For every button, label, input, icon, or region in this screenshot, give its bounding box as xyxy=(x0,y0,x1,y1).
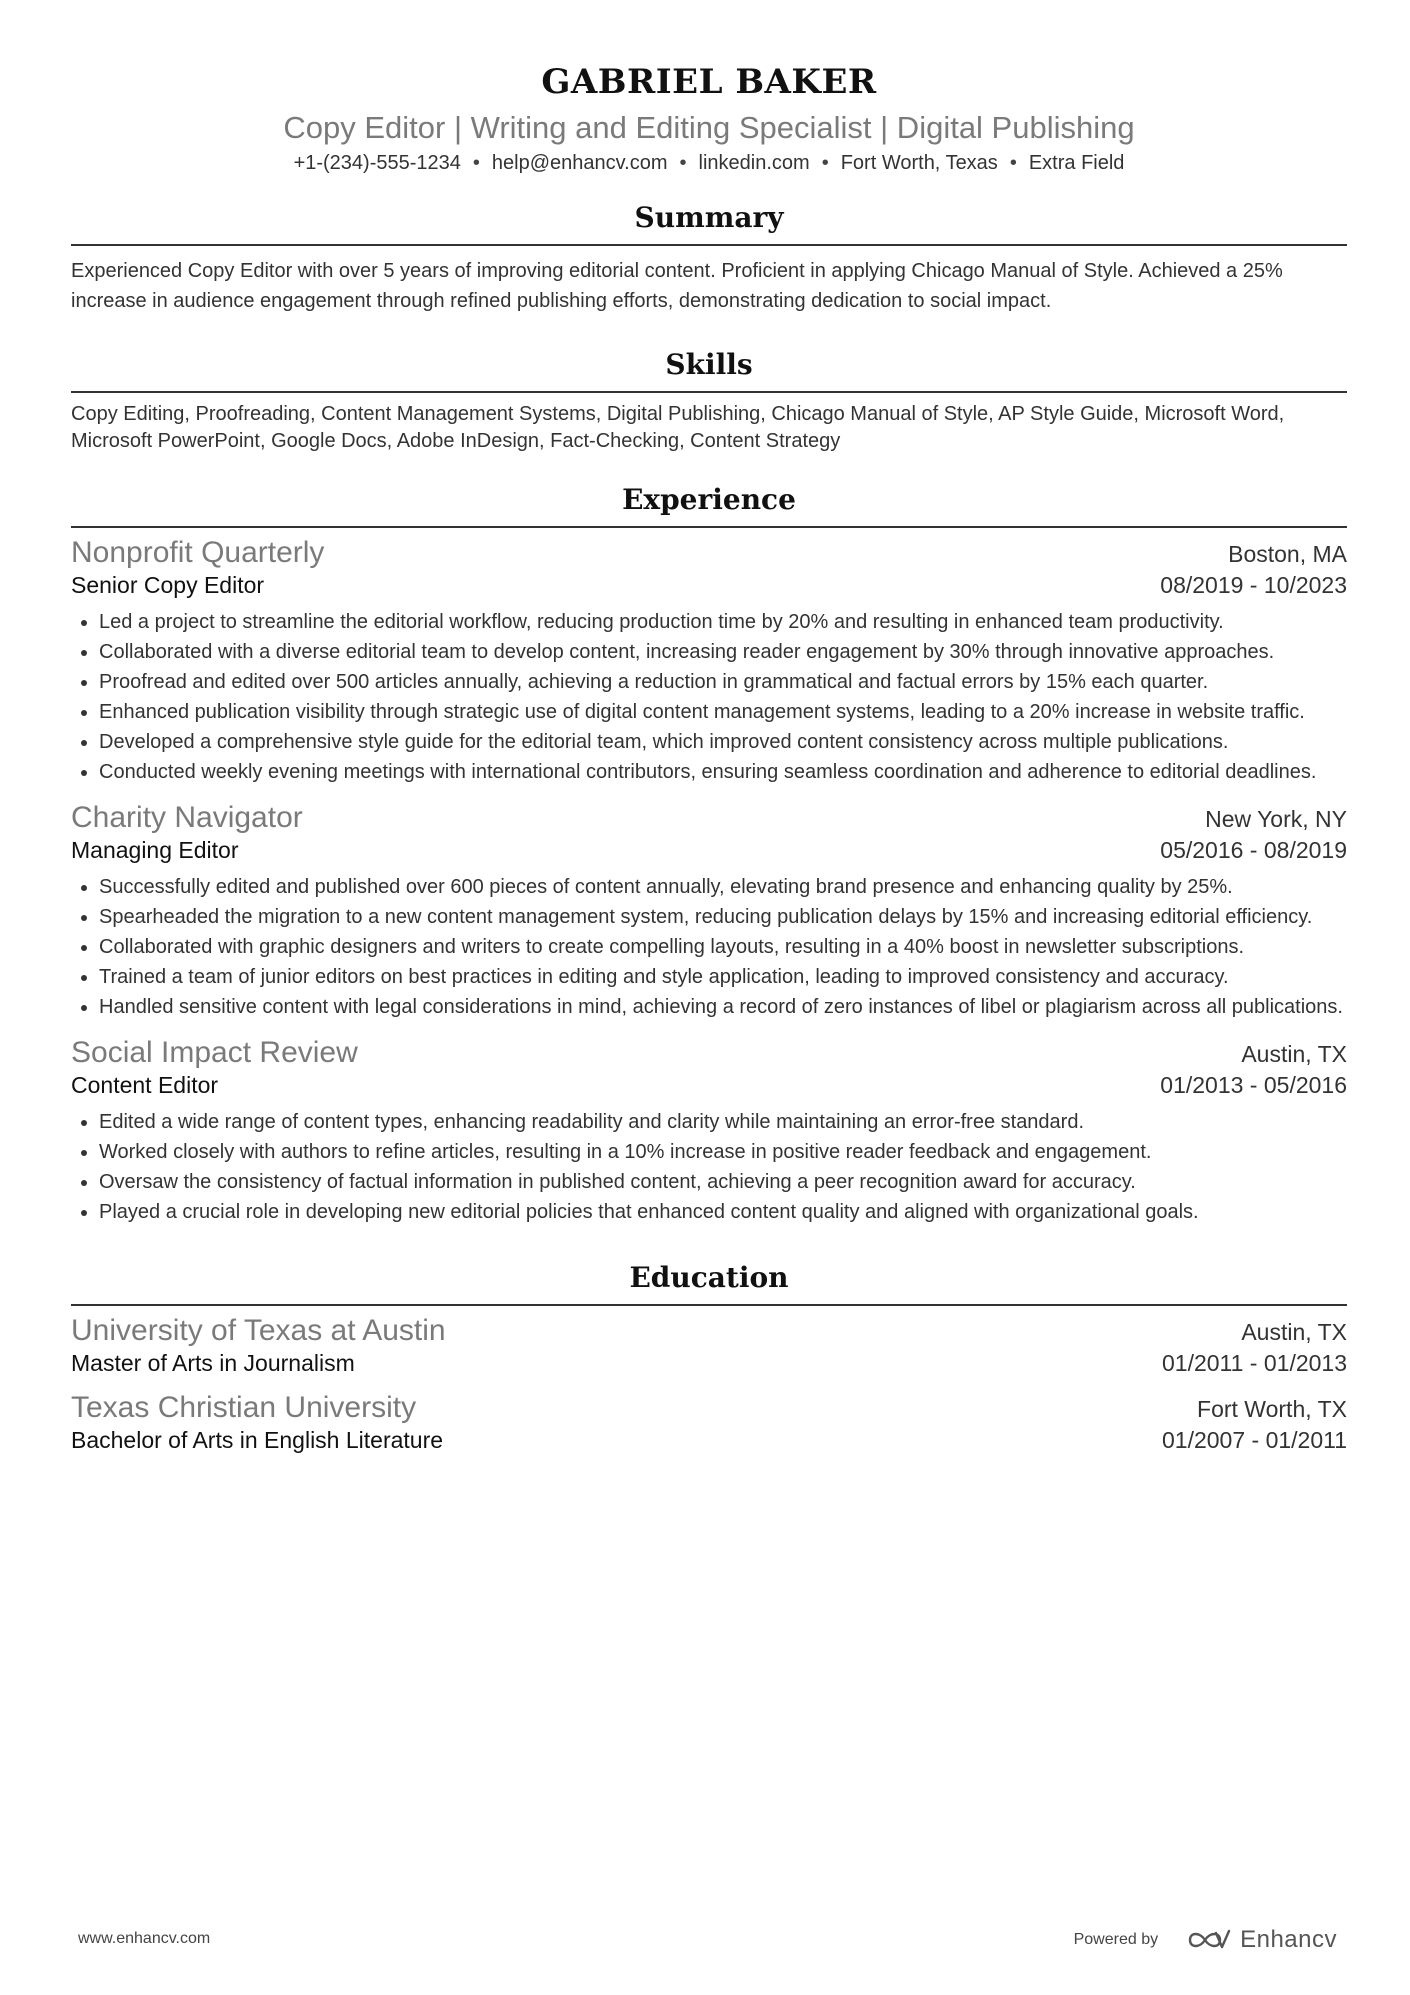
contact-line xyxy=(71,152,1347,175)
enhancv-logo-icon xyxy=(1186,1927,1232,1953)
contact-location: Fort Worth, Texas xyxy=(840,152,998,174)
bullet-item: • Trained a team of junior editors on best practices in editing and style application, leading to improved consistency and accuracy. xyxy=(99,962,1347,992)
education-school: Texas Christian University xyxy=(71,1391,417,1424)
section-heading-summary: Summary xyxy=(71,201,1347,246)
resume-page xyxy=(71,0,1347,1454)
powered-by-label: Powered by xyxy=(1073,1931,1159,1948)
education-location: Fort Worth, TX xyxy=(1197,1396,1347,1422)
bullet-item: • Successfully edited and published over 600 pieces of content annually, elevating brand presence and enhancing quality by 25%. xyxy=(99,872,1347,902)
education-degree: Master of Arts in Journalism xyxy=(71,1350,355,1376)
experience-organization: Social Impact Review xyxy=(71,1036,358,1069)
experience-entry xyxy=(71,801,1347,1022)
education-location: Austin, TX xyxy=(1241,1319,1347,1345)
experience-role: Senior Copy Editor xyxy=(71,572,265,598)
education-dates: 01/2007 - 01/2011 xyxy=(1161,1427,1347,1453)
experience-bullets xyxy=(71,872,1347,1022)
contact-separator: • xyxy=(1009,152,1017,174)
experience-org-row xyxy=(71,801,1347,835)
contact-separator: • xyxy=(472,152,480,174)
experience-location: New York, NY xyxy=(1205,806,1347,832)
experience-organization: Charity Navigator xyxy=(71,801,303,834)
experience-location: Boston, MA xyxy=(1228,541,1347,567)
bullet-item: • Handled sensitive content with legal considerations in mind, achieving a record of zero instances of libel or plagiarism across all publications. xyxy=(99,992,1347,1022)
enhancv-brand-link[interactable] xyxy=(1186,1926,1337,1954)
contact-linkedin[interactable]: linkedin.com xyxy=(698,152,810,174)
enhancv-brand-name: Enhancv xyxy=(1240,1926,1337,1953)
education-dates: 01/2011 - 01/2013 xyxy=(1161,1350,1347,1376)
contact-phone: +1-(234)-555-1234 xyxy=(293,152,461,174)
experience-entry xyxy=(71,536,1347,787)
experience-section xyxy=(71,483,1347,1227)
experience-location: Austin, TX xyxy=(1241,1041,1347,1067)
candidate-title: Copy Editor | Writing and Editing Specialist | Digital Publishing xyxy=(283,110,1135,145)
experience-role-row xyxy=(71,837,1347,864)
bullet-item: • Oversaw the consistency of factual information in published content, achieving a peer recognition award for accuracy. xyxy=(99,1167,1347,1197)
bullet-item: • Worked closely with authors to refine articles, resulting in a 10% increase in positive reader feedback and engagement. xyxy=(99,1137,1347,1167)
resume-header xyxy=(71,0,1347,175)
summary-section xyxy=(71,201,1347,316)
experience-bullets xyxy=(71,607,1347,787)
skills-section xyxy=(71,348,1347,455)
skills-text: Copy Editing, Proofreading, Content Management Systems, Digital Publishing, Chicago Manual of Style, AP Style Guide, Microsoft Word, Microsoft PowerPoint, Google Docs, Adobe InDesign, Fact-Checking, Content Strategy xyxy=(71,403,1285,452)
experience-role-row xyxy=(71,572,1347,599)
contact-email[interactable]: help@enhancv.com xyxy=(491,152,668,174)
bullet-item: • Led a project to streamline the editorial workflow, reducing production time by 20% and resulting in enhanced team productivity. xyxy=(99,607,1347,637)
experience-role-row xyxy=(71,1072,1347,1099)
section-heading-education: Education xyxy=(71,1261,1347,1306)
bullet-item: • Enhanced publication visibility through strategic use of digital content management systems, leading to a 20% increase in website traffic. xyxy=(99,697,1347,727)
bullet-item: • Proofread and edited over 500 articles annually, achieving a reduction in grammatical and factual errors by 15% each quarter. xyxy=(99,667,1347,697)
education-entry xyxy=(71,1391,1347,1454)
bullet-item: • Spearheaded the migration to a new content management system, reducing publication delays by 15% and increasing editorial efficiency. xyxy=(99,902,1347,932)
contact-separator: • xyxy=(821,152,829,174)
experience-bullets xyxy=(71,1107,1347,1227)
education-entry xyxy=(71,1314,1347,1377)
education-school: University of Texas at Austin xyxy=(71,1314,446,1347)
education-degree-row xyxy=(71,1350,1347,1377)
bullet-item: • Collaborated with a diverse editorial team to develop content, increasing reader engagement by 30% through innovative approaches. xyxy=(99,637,1347,667)
bullet-item: • Collaborated with graphic designers and writers to create compelling layouts, resulting in a 40% boost in newsletter subscriptions. xyxy=(99,932,1347,962)
experience-entry xyxy=(71,1036,1347,1227)
section-heading-experience: Experience xyxy=(71,483,1347,528)
experience-organization: Nonprofit Quarterly xyxy=(71,536,325,569)
candidate-name: GABRIEL BAKER xyxy=(541,62,877,102)
experience-dates: 01/2013 - 05/2016 xyxy=(1160,1072,1347,1098)
section-heading-skills: Skills xyxy=(71,348,1347,393)
bullet-item: • Conducted weekly evening meetings with international contributors, ensuring seamless coordination and adherence to editorial deadlines. xyxy=(99,757,1347,787)
education-degree-row xyxy=(71,1427,1347,1454)
education-degree: Bachelor of Arts in English Literature xyxy=(71,1427,444,1453)
footer-website-link[interactable]: www.enhancv.com xyxy=(78,1930,211,1947)
contact-extra-field: Extra Field xyxy=(1028,152,1125,174)
footer-branding xyxy=(1074,1926,1337,1954)
contact-separator: • xyxy=(679,152,687,174)
experience-org-row xyxy=(71,1036,1347,1070)
experience-role: Content Editor xyxy=(71,1072,219,1098)
experience-dates: 05/2016 - 08/2019 xyxy=(1160,837,1347,863)
bullet-item: • Edited a wide range of content types, enhancing readability and clarity while maintaining an error-free standard. xyxy=(99,1107,1347,1137)
bullet-item: • Played a crucial role in developing new editorial policies that enhanced content quality and aligned with organizational goals. xyxy=(99,1197,1347,1227)
education-section xyxy=(71,1261,1347,1454)
bullet-item: • Developed a comprehensive style guide for the editorial team, which improved content consistency across multiple publications. xyxy=(99,727,1347,757)
experience-org-row xyxy=(71,536,1347,570)
education-school-row xyxy=(71,1314,1347,1348)
experience-role: Managing Editor xyxy=(71,837,239,863)
experience-dates: 08/2019 - 10/2023 xyxy=(1160,572,1347,598)
education-school-row xyxy=(71,1391,1347,1425)
summary-text: Experienced Copy Editor with over 5 years of improving editorial content. Proficient in applying Chicago Manual of Style. Achieved a 25% increase in audience engagement through refined publishing efforts, demonstrating dedication to social impact. xyxy=(71,260,1283,312)
